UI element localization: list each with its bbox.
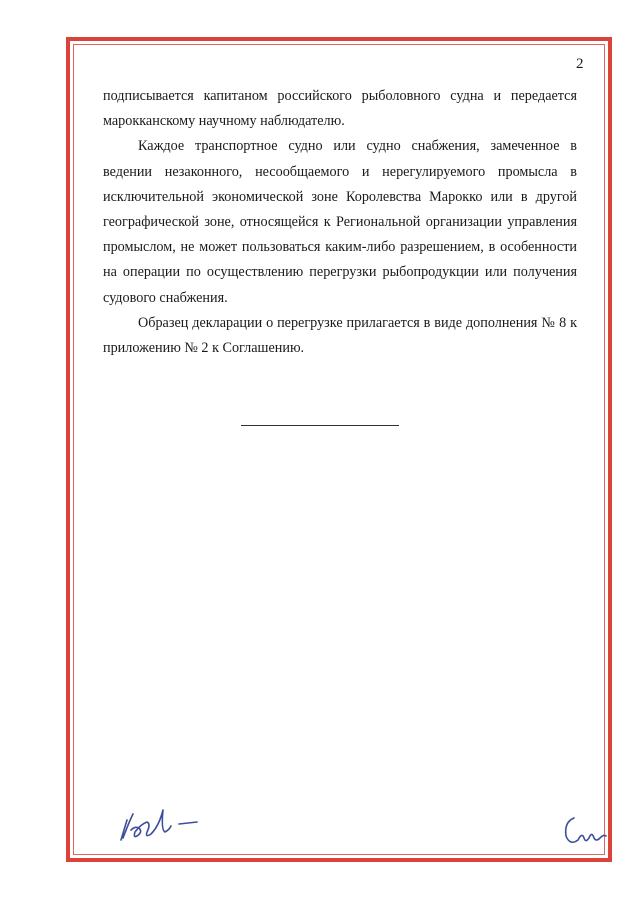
paragraph-declaration-sample: Образец декларации о перегрузке прилагается в виде дополнения № 8 к приложению № 2 к Соглашению.	[103, 314, 577, 357]
paragraph-vessels: Каждое транспортное судно или судно снабжения, замеченное в ведении незаконного, несообщаемого и нерегулируемого промысла в исключительной экономической зоне Королевства Марокко или в другой географической зоне, относящейся к Региональной организации управления промыслом, не может пользоваться каким-либо разрешением, в особенности на операции по осуществлению перегрузки рыбопродукции или получения судового снабжения.	[103, 138, 577, 306]
document-body	[103, 84, 577, 361]
paragraph-continuation: подписывается капитаном российского рыболовного судна и передается марокканскому научному наблюдателю.	[103, 88, 577, 130]
page-number: 2	[576, 56, 584, 72]
signature-left	[113, 800, 223, 848]
end-of-text-rule	[241, 425, 399, 426]
signature-right	[560, 808, 612, 850]
